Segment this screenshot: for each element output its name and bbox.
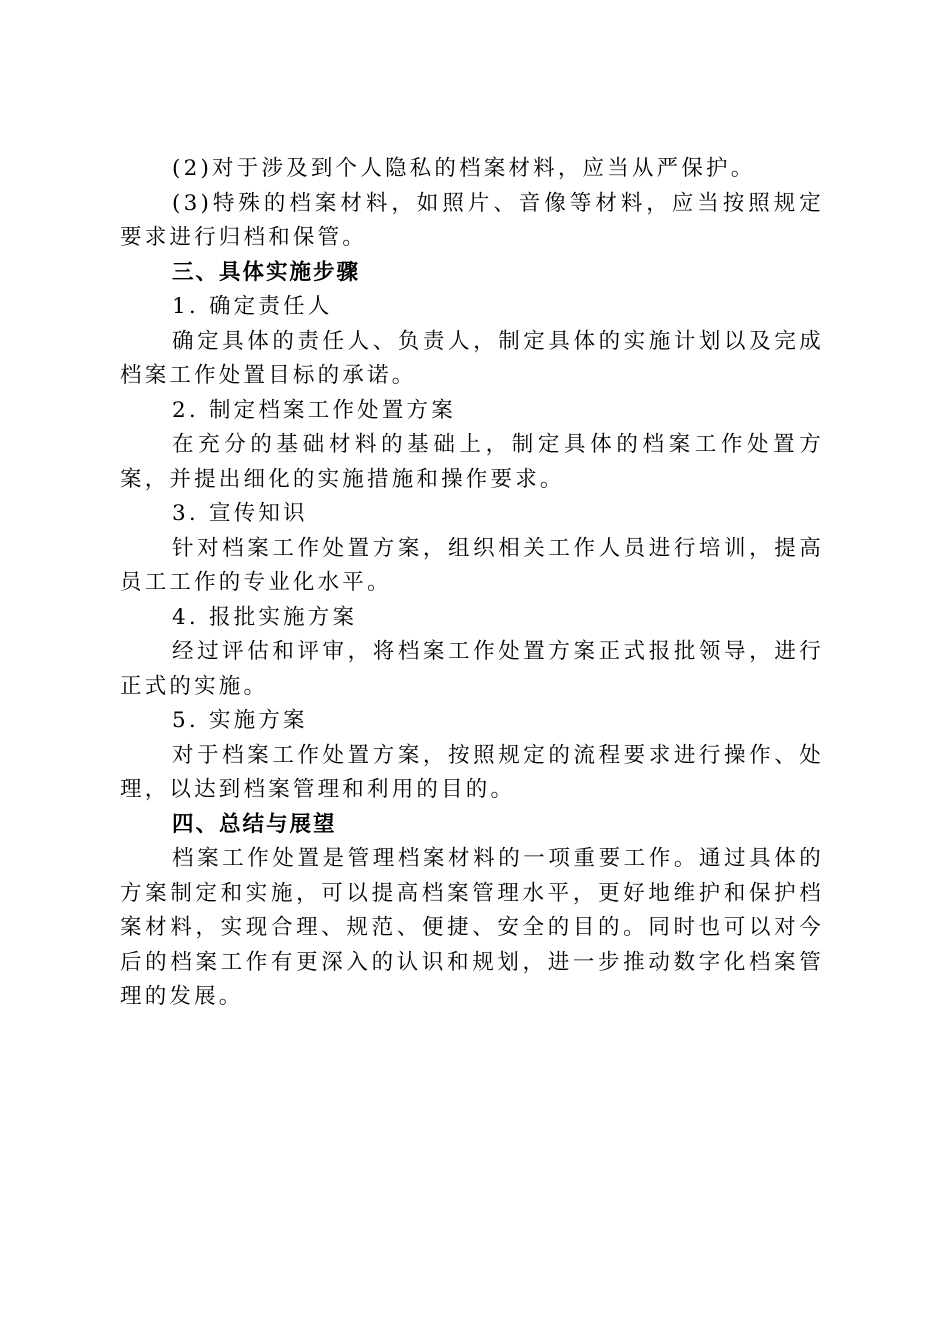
step-heading-approval: 4. 报批实施方案 [172,604,358,630]
document-page [120,152,824,1015]
paragraph-responsible-person: 确定具体的责任人、负责人，制定具体的实施计划以及完成档案工作处置目标的承诺。 [120,328,824,388]
step-heading-responsible-person: 1. 确定责任人 [172,294,333,319]
step-heading-disposal-plan: 2. 制定档案工作处置方案 [172,397,456,423]
paragraph-approval: 经过评估和评审，将档案工作处置方案正式报批领导，进行正式的实施。 [120,639,824,699]
paragraph-privacy-protection: (2)对于涉及到个人隐私的档案材料，应当从严保护。 [172,156,756,181]
paragraph-publicity: 针对档案工作处置方案，组织相关工作人员进行培训，提高员工工作的专业化水平。 [120,535,824,595]
paragraph-summary: 档案工作处置是管理档案材料的一项重要工作。通过具体的方案制定和实施，可以提高档案管理水平，更好地维护和保护档案材料，实现合理、规范、便捷、安全的目的。同时也可以对今后的档案工作有更深入的认识和规划，进一步推动数字化档案管理的发展。 [120,846,824,1009]
section-heading-summary: 四、总结与展望 [172,811,337,837]
step-heading-publicity: 3. 宣传知识 [172,501,308,526]
paragraph-implementation: 对于档案工作处置方案，按照规定的流程要求进行操作、处理，以达到档案管理和利用的目的。 [120,742,824,802]
paragraph-special-materials: (3)特殊的档案材料，如照片、音像等材料，应当按照规定要求进行归档和保管。 [120,190,824,250]
paragraph-disposal-plan: 在充分的基础材料的基础上，制定具体的档案工作处置方案，并提出细化的实施措施和操作要求。 [120,432,824,492]
section-heading-implementation-steps: 三、具体实施步骤 [172,259,361,285]
step-heading-implementation: 5. 实施方案 [172,708,308,733]
